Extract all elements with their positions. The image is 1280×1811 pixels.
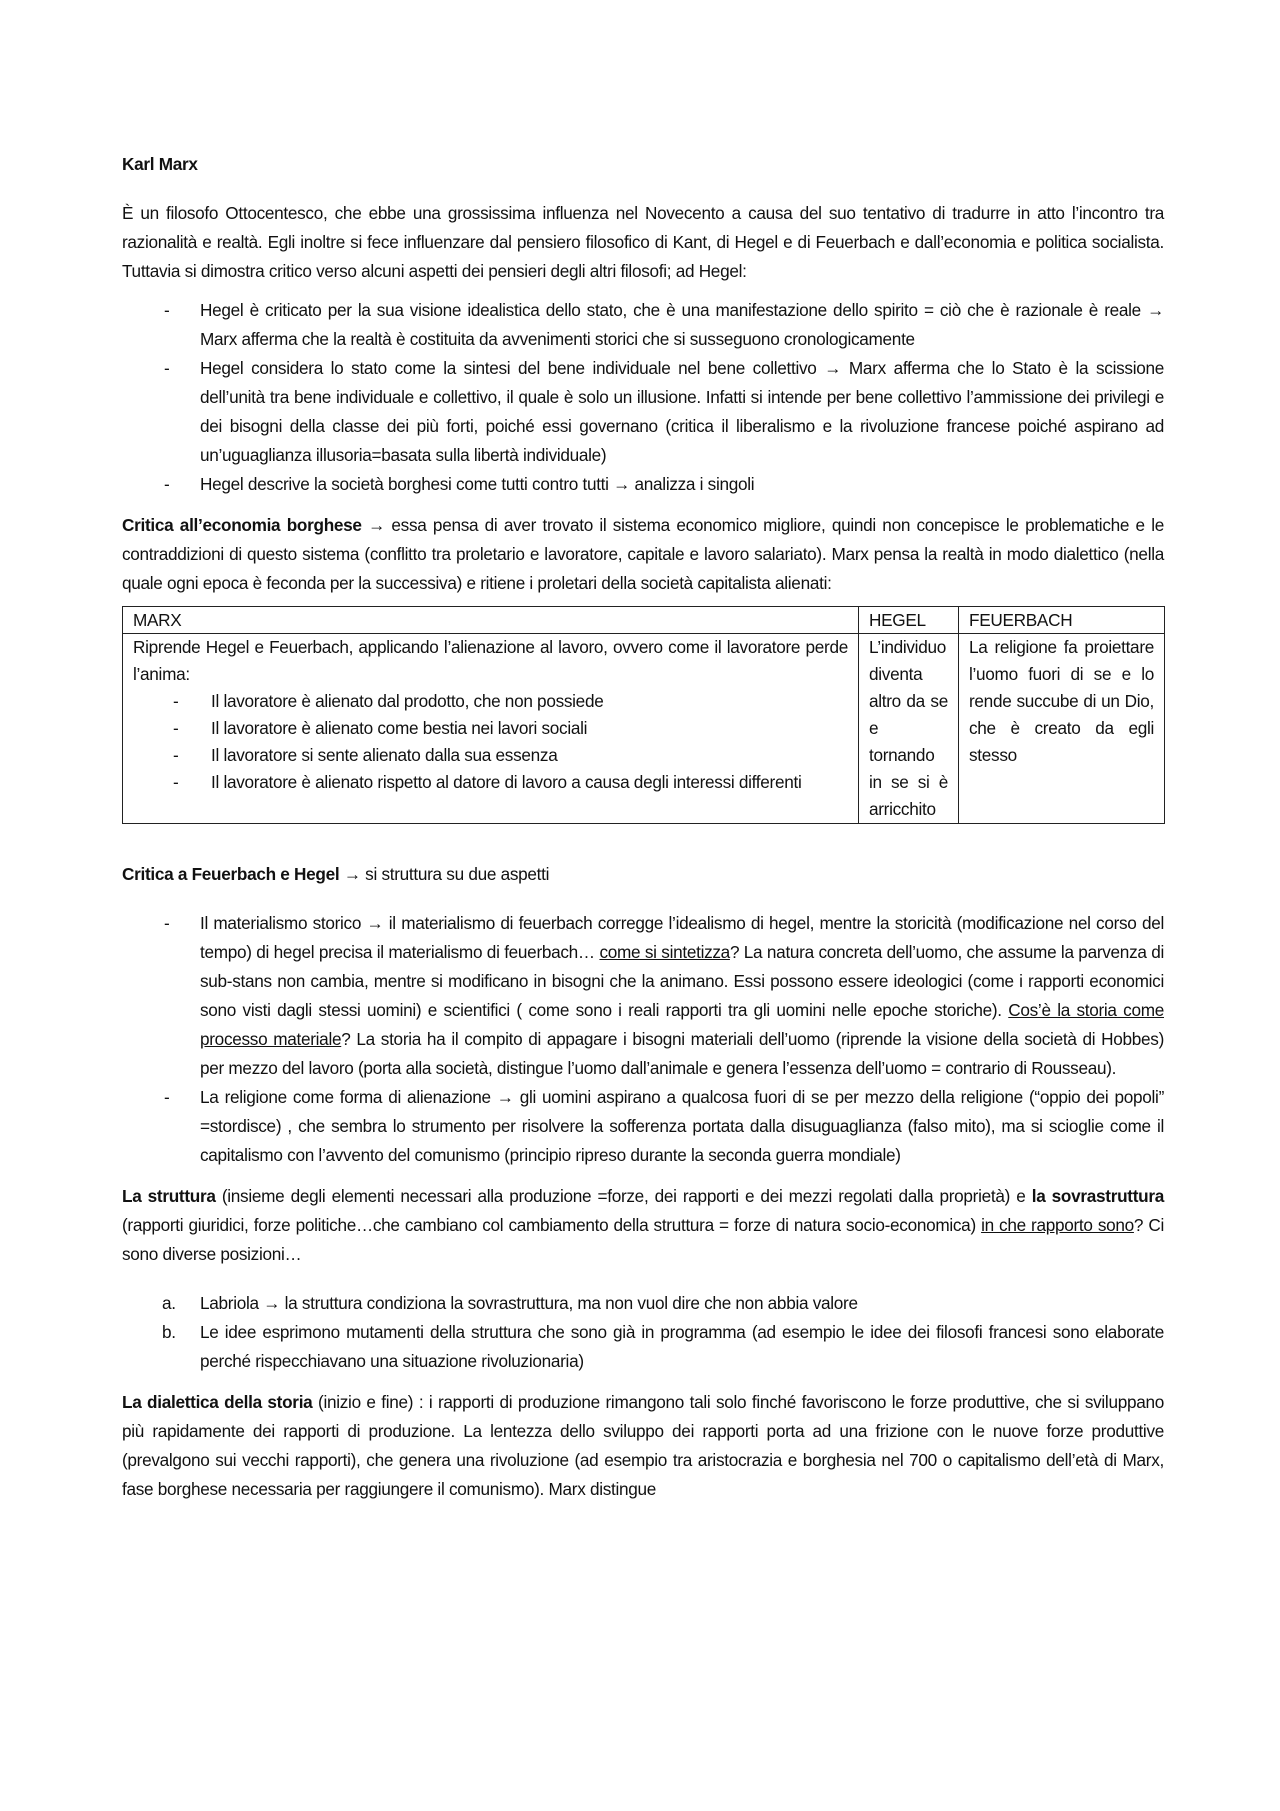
economy-critique-text: → essa pensa di aver trovato il sistema economico migliore, quindi non concepisce le problematiche e le contraddizioni di questo sistema (conflitto tra proletario e lavoratore, capitale e lavoro salariato). Marx pensa la realtà in modo dialettico (nella quale ogni epoca è feconda per la successiva) e ritiene i proletari della società capitalista alienati: (122, 515, 1165, 593)
list-item: - La religione come forma di alienazione → gli uomini aspirano a qualcosa fuori di se per mezzo della religione (“oppio dei popoli” =stordisce) , che sembra lo strumento per risolvere la sofferenza portata dalla disuguaglianza (falso mito), ma si scioglie come il capitalismo con l’avvento del comunismo (principio ripreso durante la seconda guerra mondiale) (122, 1083, 1164, 1170)
economy-critique-paragraph (122, 511, 1164, 598)
list-item: - Il lavoratore è alienato come bestia nei lavori sociali (133, 715, 848, 742)
list-item: - Hegel considera lo stato come la sintesi del bene individuale nel bene collettivo → Marx afferma che lo Stato è la scissione dell’unità tra bene individuale e collettivo, il quale è solo un illusione. Infatti si intende per bene collettivo l’ammissione dei privilegi e dei bisogni della classe dei più forti, poiché essi governano (critica il liberalismo e la rivoluzione francese poiché aspirano ad un’uguaglianza illusoria=basata sulla libertà individuale) (122, 354, 1164, 470)
table-header-row (123, 607, 1165, 634)
underlined-question: Cos’è la storia come processo materiale (200, 1000, 1164, 1049)
page-title: Karl Marx (122, 154, 198, 174)
underlined-question: in che rapporto sono (981, 1215, 1134, 1235)
materialism-text: ? La natura concreta dell’uomo, che assume la parvenza di sub-stans non cambia, mentre si modificano in bisogni che la animano. Essi possono essere ideologici (come i rapporti economici sono visti dagli stessi uomini) e scientifici ( come sono i reali rapporti tra gli uomini nelle epoche storiche). (200, 942, 1164, 1020)
list-item (122, 909, 1164, 1083)
feuerbach-hegel-heading: Critica a Feuerbach e Hegel (122, 864, 340, 884)
list-item-text: Le idee esprimono mutamenti della struttura che sono già in programma (ad esempio le idee dei filosofi francesi sono elaborate perché rispecchiavano una situazione rivoluzionaria) (200, 1322, 1164, 1371)
structure-term: La struttura (122, 1186, 216, 1206)
column-header-marx: MARX (123, 607, 859, 634)
materialism-text: ? La storia ha il compito di appagare i bisogni materiali dell’uomo (riprende la visione della società di Hobbes) per mezzo del lavoro (porta alla società, distingue l’uomo dall’animale e genera l’essenza dell’uomo = contrario di Rousseau). (200, 1029, 1164, 1078)
column-header-feuerbach: FEUERBACH (959, 607, 1165, 634)
feuerbach-hegel-text: → si struttura su due aspetti (339, 864, 550, 884)
list-marker: b. (162, 1322, 176, 1342)
dialectic-text: (inizio e fine) : i rapporti di produzione rimangono tali solo finché favoriscono le forze produttive, che si sviluppano più rapidamente dei rapporti di produzione. La lentezza dello sviluppo dei rapporti porta ad una frizione con le nuove forze produttive (prevalgono sui vecchi rapporti), che genera una rivoluzione (ad esempio tra aristocrazia e borghesia nel 700 o capitalismo dell’età di Marx, fase borghese necessaria per raggiungere il comunismo). Marx distingue (122, 1392, 1164, 1499)
feuerbach-cell: La religione fa proiettare l’uomo fuori di se e lo rende succube di un Dio, che è creato da egli stesso (959, 634, 1165, 824)
list-item: - Hegel è criticato per la sua visione idealistica dello stato, che è una manifestazione dello spirito = ciò che è razionale è reale → Marx afferma che la realtà è costituita da avvenimenti storici che si susseguono cronologicamente (122, 296, 1164, 354)
structure-text: (rapporti giuridici, forze politiche…che cambiano col cambiamento della struttura = forze di natura socio-economica) (122, 1215, 982, 1235)
list-item: - Il lavoratore è alienato dal prodotto, che non possiede (133, 688, 848, 715)
list-item: - Il lavoratore si sente alienato dalla sua essenza (133, 742, 848, 769)
alienation-table (122, 606, 1165, 824)
marx-alienation-list (133, 688, 848, 796)
marx-cell (123, 634, 859, 824)
document-page (122, 150, 1164, 1504)
dialectic-heading: La dialettica della storia (122, 1392, 313, 1412)
positions-list (122, 1289, 1164, 1376)
hegel-cell: L’individuo diventa altro da se e tornando in se si è arricchito (859, 634, 959, 824)
materialism-text: Il materialismo storico → il materialismo di feuerbach corregge l’idealismo di hegel, mentre la storicità (modificazione nel corso del tempo) di hegel precisa il materialismo di feuerbach… (200, 913, 1164, 962)
list-marker: a. (162, 1293, 176, 1313)
list-item: - Hegel descrive la società borghesi come tutti contro tutti → analizza i singoli (122, 470, 1164, 499)
underlined-question: come si sintetizza (599, 942, 730, 962)
list-item (122, 1289, 1164, 1318)
superstructure-term: la sovrastruttura (1031, 1186, 1164, 1206)
hegel-critique-list (122, 296, 1164, 499)
list-item-text: Labriola → la struttura condiziona la sovrastruttura, ma non vuol dire che non abbia valore (200, 1293, 858, 1313)
table-row (123, 634, 1165, 824)
aspects-list (122, 909, 1164, 1170)
column-header-hegel: HEGEL (859, 607, 959, 634)
dialectic-paragraph (122, 1388, 1164, 1504)
feuerbach-hegel-critique-paragraph (122, 860, 1164, 889)
intro-paragraph: È un filosofo Ottocentesco, che ebbe una grossissima influenza nel Novecento a causa del suo tentativo di tradurre in atto l’incontro tra razionalità e realtà. Egli inoltre si fece influenzare dal pensiero filosofico di Kant, di Hegel e di Feuerbach e dall’economia e politica socialista. Tuttavia si dimostra critico verso alcuni aspetti dei pensieri degli altri filosofi; ad Hegel: (122, 203, 1164, 281)
economy-critique-heading: Critica all’economia borghese (122, 515, 362, 535)
structure-text: (insieme degli elementi necessari alla produzione =forze, dei rapporti e dei mezzi regolati dalla proprietà) e (215, 1186, 1032, 1206)
structure-text: ? Ci sono diverse posizioni… (122, 1215, 1165, 1264)
list-item (122, 1318, 1164, 1376)
marx-intro: Riprende Hegel e Feuerbach, applicando l’alienazione al lavoro, ovvero come il lavoratore perde l’anima: (133, 637, 848, 684)
structure-paragraph (122, 1182, 1164, 1269)
list-item: - Il lavoratore è alienato rispetto al datore di lavoro a causa degli interessi differenti (133, 769, 848, 796)
